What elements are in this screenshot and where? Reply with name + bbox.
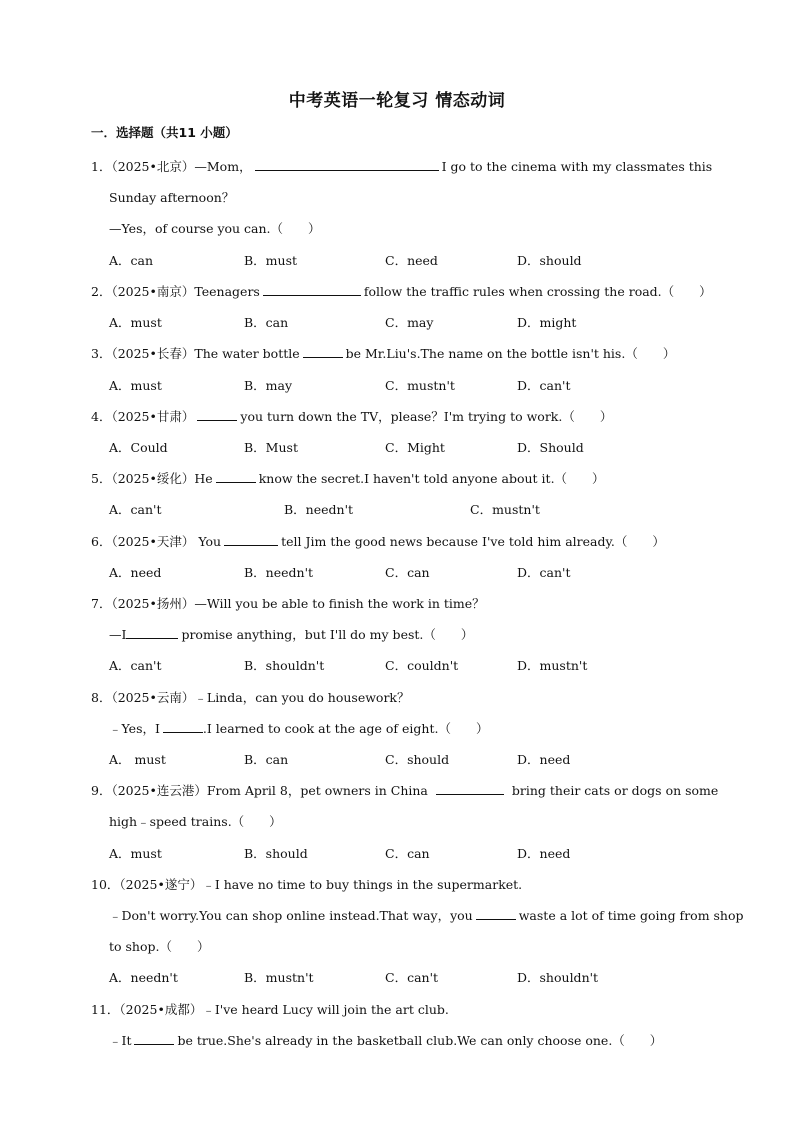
question-text: tell Jim the good news because I've told him already.（ ） bbox=[281, 534, 665, 549]
question-text: （2025•南京）Teenagers bbox=[111, 284, 260, 299]
question-text: I go to the cinema with my classmates this bbox=[441, 159, 713, 174]
question-number: 2． bbox=[91, 284, 112, 299]
question-number: 8． bbox=[91, 690, 112, 705]
option-d[interactable]: D．can't bbox=[517, 565, 571, 580]
answer-blank[interactable] bbox=[134, 1032, 174, 1045]
answer-blank[interactable] bbox=[436, 782, 504, 795]
question-text: waste a lot of time going from shop bbox=[518, 908, 744, 923]
question-text: follow the traffic rules when crossing the road.（ ） bbox=[363, 284, 712, 299]
option-b[interactable]: B．shouldn't bbox=[244, 658, 325, 673]
option-b[interactable]: B．mustn't bbox=[244, 970, 314, 985]
question-9-stem bbox=[91, 781, 718, 799]
answer-blank[interactable] bbox=[216, 470, 256, 483]
option-a[interactable]: A．can't bbox=[109, 658, 162, 673]
question-10-line2 bbox=[109, 906, 744, 924]
question-1-line2: Sunday afternoon？ bbox=[109, 190, 235, 205]
option-c[interactable]: C．mustn't bbox=[470, 502, 540, 517]
option-a[interactable]: A．must bbox=[109, 846, 162, 861]
question-3-stem bbox=[91, 344, 675, 362]
answer-blank[interactable] bbox=[224, 533, 278, 546]
option-b[interactable]: B．must bbox=[244, 253, 298, 268]
question-10-stem bbox=[91, 875, 522, 893]
option-b[interactable]: B．Must bbox=[244, 440, 298, 455]
question-text: （2025•连云港）From April 8，pet owners in China bbox=[111, 783, 428, 798]
option-a[interactable]: A． must bbox=[109, 752, 166, 767]
question-text: you turn down the TV，please？I'm trying to work.（ ） bbox=[240, 409, 613, 424]
question-8-stem bbox=[91, 688, 410, 706]
question-text: —I bbox=[109, 627, 127, 642]
option-d[interactable]: D．need bbox=[517, 846, 571, 861]
question-text: （2025•遂宁）﹣I have no time to buy things in the supermarket. bbox=[119, 877, 523, 892]
option-d[interactable]: D．Should bbox=[517, 440, 584, 455]
option-c[interactable]: C．can't bbox=[385, 970, 439, 985]
question-9-line2: high﹣speed trains.（ ） bbox=[109, 814, 282, 829]
option-b[interactable]: B．can bbox=[244, 315, 289, 330]
question-1-line3: —Yes，of course you can.（ ） bbox=[109, 221, 321, 236]
option-d[interactable]: D．mustn't bbox=[517, 658, 588, 673]
question-11-stem bbox=[91, 1000, 449, 1018]
question-number: 5． bbox=[91, 471, 112, 486]
option-a[interactable]: A．must bbox=[109, 378, 162, 393]
question-7-line2 bbox=[109, 625, 473, 643]
question-5-stem bbox=[91, 469, 605, 487]
section-heading: 一．选择题（共11 小题） bbox=[91, 125, 238, 140]
option-a[interactable]: A．can bbox=[109, 253, 154, 268]
question-10-line3: to shop.（ ） bbox=[109, 939, 210, 954]
option-b[interactable]: B．should bbox=[244, 846, 308, 861]
question-text: （2025•北京）—Mom， bbox=[111, 159, 252, 174]
question-number: 3． bbox=[91, 346, 112, 361]
question-text: be Mr.Liu's.The name on the bottle isn't his.（ ） bbox=[345, 346, 676, 361]
question-text: （2025•云南）﹣Linda，can you do housework？ bbox=[111, 690, 410, 705]
option-b[interactable]: B．may bbox=[244, 378, 293, 393]
question-number: 6． bbox=[91, 534, 112, 549]
question-text: （2025•甘肃） bbox=[111, 409, 195, 424]
page-title: 中考英语一轮复习 情态动词 bbox=[288, 91, 506, 111]
question-number: 10． bbox=[91, 877, 120, 892]
option-b[interactable]: B．needn't bbox=[284, 502, 354, 517]
answer-blank[interactable] bbox=[197, 408, 237, 421]
question-8-line2 bbox=[109, 719, 488, 737]
question-1-stem bbox=[91, 157, 712, 175]
question-text: （2025•天津） You bbox=[111, 534, 222, 549]
option-a[interactable]: A．Could bbox=[109, 440, 168, 455]
option-c[interactable]: C．should bbox=[385, 752, 450, 767]
question-text: （2025•绥化）He bbox=[111, 471, 213, 486]
question-6-stem bbox=[91, 532, 665, 550]
question-text: ﹣It bbox=[109, 1033, 132, 1048]
answer-blank[interactable] bbox=[163, 720, 203, 733]
answer-blank[interactable] bbox=[476, 907, 516, 920]
option-a[interactable]: A．needn't bbox=[109, 970, 178, 985]
option-c[interactable]: C．can bbox=[385, 846, 430, 861]
option-c[interactable]: C．mustn't bbox=[385, 378, 455, 393]
question-text: promise anything，but I'll do my best.（ ） bbox=[181, 627, 474, 642]
option-d[interactable]: D．shouldn't bbox=[517, 970, 599, 985]
question-text: ﹣Don't worry.You can shop online instead.That way，you bbox=[109, 908, 473, 923]
question-text: .I learned to cook at the age of eight.（ ） bbox=[202, 721, 489, 736]
option-d[interactable]: D．should bbox=[517, 253, 582, 268]
question-text: bring their cats or dogs on some bbox=[511, 783, 719, 798]
option-a[interactable]: A．need bbox=[109, 565, 162, 580]
answer-blank[interactable] bbox=[255, 158, 439, 171]
option-b[interactable]: B．needn't bbox=[244, 565, 314, 580]
option-d[interactable]: D．need bbox=[517, 752, 571, 767]
question-number: 4． bbox=[91, 409, 112, 424]
option-c[interactable]: C．can bbox=[385, 565, 430, 580]
question-text: ﹣Yes，I bbox=[109, 721, 160, 736]
question-number: 7． bbox=[91, 596, 112, 611]
question-7-stem bbox=[91, 594, 485, 612]
answer-blank[interactable] bbox=[263, 283, 361, 296]
option-c[interactable]: C．Might bbox=[385, 440, 445, 455]
question-number: 9． bbox=[91, 783, 112, 798]
question-number: 1． bbox=[91, 159, 112, 174]
question-4-stem bbox=[91, 407, 612, 425]
question-text: （2025•扬州）—Will you be able to finish the work in time？ bbox=[111, 596, 485, 611]
option-d[interactable]: D．might bbox=[517, 315, 577, 330]
option-a[interactable]: A．must bbox=[109, 315, 162, 330]
question-text: （2025•成都）﹣I've heard Lucy will join the art club. bbox=[119, 1002, 449, 1017]
option-b[interactable]: B．can bbox=[244, 752, 289, 767]
answer-blank[interactable] bbox=[303, 345, 343, 358]
question-number: 11． bbox=[91, 1002, 120, 1017]
question-text: （2025•长春）The water bottle bbox=[111, 346, 300, 361]
question-text: be true.She's already in the basketball club.We can only choose one.（ ） bbox=[177, 1033, 663, 1048]
question-11-line2 bbox=[109, 1031, 662, 1049]
option-d[interactable]: D．can't bbox=[517, 378, 571, 393]
answer-blank[interactable] bbox=[126, 626, 178, 639]
question-text: know the secret.I haven't told anyone about it.（ ） bbox=[258, 471, 605, 486]
option-a[interactable]: A．can't bbox=[109, 502, 162, 517]
option-c[interactable]: C．need bbox=[385, 253, 438, 268]
question-2-stem bbox=[91, 282, 712, 300]
option-c[interactable]: C．may bbox=[385, 315, 434, 330]
option-c[interactable]: C．couldn't bbox=[385, 658, 459, 673]
